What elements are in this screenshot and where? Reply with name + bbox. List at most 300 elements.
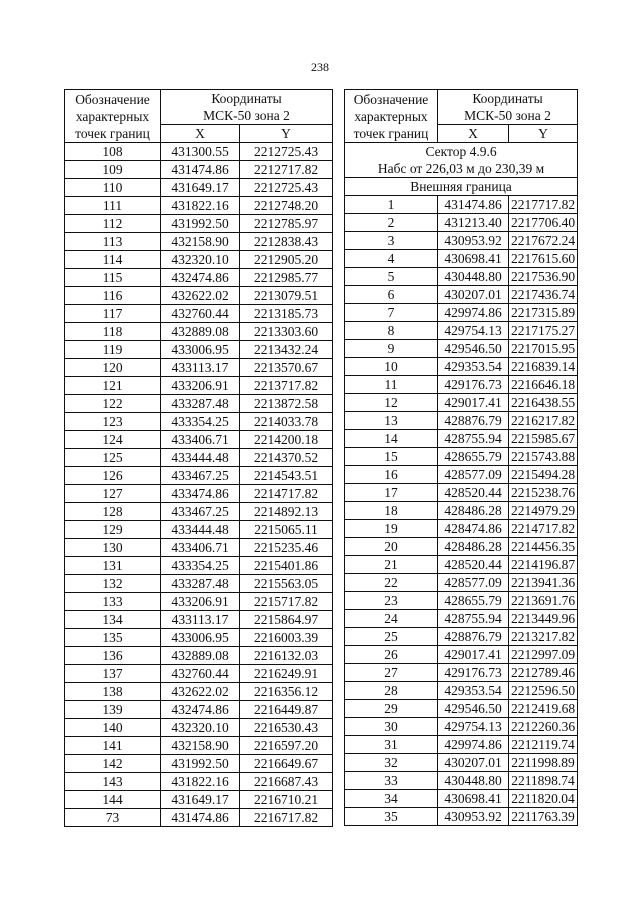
- table-row: [345, 502, 578, 520]
- point-number: 25: [345, 628, 438, 646]
- x-coordinate: 429017.41: [438, 646, 509, 664]
- point-number: 130: [65, 539, 161, 557]
- x-coordinate: 433467.25: [161, 467, 240, 485]
- table-row: [65, 557, 333, 575]
- x-coordinate: 429546.50: [438, 700, 509, 718]
- point-number: 14: [345, 430, 438, 448]
- x-header: X: [438, 125, 509, 143]
- y-coordinate: 2214717.82: [509, 520, 578, 538]
- point-number: 138: [65, 683, 161, 701]
- x-coordinate: 431474.86: [438, 196, 509, 214]
- x-coordinate: 432158.90: [161, 737, 240, 755]
- y-coordinate: 2213717.82: [240, 377, 333, 395]
- x-coordinate: 429353.54: [438, 682, 509, 700]
- coordinates-header: [438, 90, 578, 125]
- point-number: 124: [65, 431, 161, 449]
- point-number: 5: [345, 268, 438, 286]
- y-coordinate: 2214543.51: [240, 467, 333, 485]
- point-number: 2: [345, 214, 438, 232]
- x-coordinate: 433354.25: [161, 413, 240, 431]
- table-row: [65, 359, 333, 377]
- point-number: 1: [345, 196, 438, 214]
- y-coordinate: 2214196.87: [509, 556, 578, 574]
- table-row: [345, 574, 578, 592]
- x-header: X: [161, 125, 240, 143]
- y-coordinate: 2215985.67: [509, 430, 578, 448]
- designation-header: [345, 90, 438, 143]
- y-coordinate: 2216687.43: [240, 773, 333, 791]
- designation-header-line: характерных: [75, 108, 150, 124]
- y-coordinate: 2216217.82: [509, 412, 578, 430]
- y-coordinate: 2211898.74: [509, 772, 578, 790]
- x-coordinate: 428655.79: [438, 448, 509, 466]
- table-row: [65, 683, 333, 701]
- table-row: [345, 736, 578, 754]
- y-header: Y: [240, 125, 333, 143]
- y-coordinate: 2217175.27: [509, 322, 578, 340]
- x-coordinate: 433444.48: [161, 449, 240, 467]
- x-coordinate: 431992.50: [161, 215, 240, 233]
- table-row: [65, 611, 333, 629]
- point-number: 35: [345, 808, 438, 826]
- y-coordinate: 2216839.14: [509, 358, 578, 376]
- y-coordinate: 2212748.20: [240, 197, 333, 215]
- x-coordinate: 432320.10: [161, 251, 240, 269]
- point-number: 119: [65, 341, 161, 359]
- point-number: 132: [65, 575, 161, 593]
- x-coordinate: 432158.90: [161, 233, 240, 251]
- y-coordinate: 2212789.46: [509, 664, 578, 682]
- point-number: 123: [65, 413, 161, 431]
- point-number: 29: [345, 700, 438, 718]
- x-coordinate: 433113.17: [161, 611, 240, 629]
- point-number: 27: [345, 664, 438, 682]
- point-number: 10: [345, 358, 438, 376]
- y-coordinate: 2216449.87: [240, 701, 333, 719]
- x-coordinate: 430698.41: [438, 790, 509, 808]
- y-coordinate: 2217717.82: [509, 196, 578, 214]
- point-number: 24: [345, 610, 438, 628]
- point-number: 33: [345, 772, 438, 790]
- x-coordinate: 433354.25: [161, 557, 240, 575]
- table-row: [65, 719, 333, 737]
- point-number: 73: [65, 809, 161, 827]
- table-row: [345, 628, 578, 646]
- table-header: [65, 90, 333, 143]
- point-number: 111: [65, 197, 161, 215]
- table-row: [65, 377, 333, 395]
- table-row: [65, 539, 333, 557]
- table-row: [65, 503, 333, 521]
- point-number: 125: [65, 449, 161, 467]
- point-number: 26: [345, 646, 438, 664]
- table-row: [65, 215, 333, 233]
- y-coordinate: 2212785.97: [240, 215, 333, 233]
- table-row: [345, 682, 578, 700]
- y-coordinate: 2217672.24: [509, 232, 578, 250]
- x-coordinate: 428876.79: [438, 628, 509, 646]
- designation-header: [65, 90, 161, 143]
- coordinates-table-left: [64, 89, 333, 827]
- x-coordinate: 430448.80: [438, 772, 509, 790]
- y-coordinate: 2212985.77: [240, 269, 333, 287]
- y-coordinate: 2216438.55: [509, 394, 578, 412]
- y-coordinate: 2213941.36: [509, 574, 578, 592]
- coordinates-header: [161, 90, 333, 125]
- table-row: [65, 701, 333, 719]
- point-number: 31: [345, 736, 438, 754]
- x-coordinate: 429974.86: [438, 736, 509, 754]
- x-coordinate: 431822.16: [161, 197, 240, 215]
- y-coordinate: 2217436.74: [509, 286, 578, 304]
- table-row: [345, 322, 578, 340]
- point-number: 117: [65, 305, 161, 323]
- point-number: 17: [345, 484, 438, 502]
- table-row: [345, 304, 578, 322]
- point-number: 114: [65, 251, 161, 269]
- y-coordinate: 2214456.35: [509, 538, 578, 556]
- y-coordinate: 2212725.43: [240, 143, 333, 161]
- x-coordinate: 428486.28: [438, 502, 509, 520]
- y-coordinate: 2215235.46: [240, 539, 333, 557]
- y-coordinate: 2213691.76: [509, 592, 578, 610]
- table-row: [65, 251, 333, 269]
- table-row: [345, 808, 578, 826]
- table-row: [345, 484, 578, 502]
- table-row: [65, 395, 333, 413]
- y-coordinate: 2213079.51: [240, 287, 333, 305]
- point-number: 32: [345, 754, 438, 772]
- point-number: 134: [65, 611, 161, 629]
- point-number: 19: [345, 520, 438, 538]
- y-coordinate: 2214979.29: [509, 502, 578, 520]
- x-coordinate: 431992.50: [161, 755, 240, 773]
- y-coordinate: 2215494.28: [509, 466, 578, 484]
- table-row: [65, 629, 333, 647]
- y-coordinate: 2214370.52: [240, 449, 333, 467]
- y-coordinate: 2217615.60: [509, 250, 578, 268]
- x-coordinate: 432474.86: [161, 701, 240, 719]
- table-header: [345, 90, 578, 196]
- y-coordinate: 2213217.82: [509, 628, 578, 646]
- table-row: [345, 340, 578, 358]
- x-coordinate: 429017.41: [438, 394, 509, 412]
- y-coordinate: 2212260.36: [509, 718, 578, 736]
- y-coordinate: 2216597.20: [240, 737, 333, 755]
- table-row: [345, 448, 578, 466]
- y-coordinate: 2217706.40: [509, 214, 578, 232]
- x-coordinate: 432474.86: [161, 269, 240, 287]
- table-row: [65, 323, 333, 341]
- x-coordinate: 431300.55: [161, 143, 240, 161]
- y-coordinate: 2217015.95: [509, 340, 578, 358]
- table-row: [65, 179, 333, 197]
- table-row: [345, 196, 578, 214]
- point-number: 20: [345, 538, 438, 556]
- x-coordinate: 431213.40: [438, 214, 509, 232]
- table-row: [345, 556, 578, 574]
- point-number: 12: [345, 394, 438, 412]
- x-coordinate: 432889.08: [161, 647, 240, 665]
- x-coordinate: 433287.48: [161, 575, 240, 593]
- page-number: 238: [311, 60, 329, 74]
- point-number: 16: [345, 466, 438, 484]
- y-coordinate: 2215864.97: [240, 611, 333, 629]
- table-row: [345, 646, 578, 664]
- x-coordinate: 433006.95: [161, 341, 240, 359]
- point-number: 115: [65, 269, 161, 287]
- table-row: [345, 430, 578, 448]
- x-coordinate: 431474.86: [161, 809, 240, 827]
- table-row: [65, 773, 333, 791]
- point-number: 121: [65, 377, 161, 395]
- point-number: 23: [345, 592, 438, 610]
- point-number: 34: [345, 790, 438, 808]
- y-coordinate: 2216132.03: [240, 647, 333, 665]
- y-coordinate: 2212119.74: [509, 736, 578, 754]
- table-row: [65, 737, 333, 755]
- y-coordinate: 2211998.89: [509, 754, 578, 772]
- point-number: 139: [65, 701, 161, 719]
- y-coordinate: 2216649.67: [240, 755, 333, 773]
- table-row: [345, 232, 578, 250]
- table-row: [65, 755, 333, 773]
- y-coordinate: 2215401.86: [240, 557, 333, 575]
- table-row: [345, 664, 578, 682]
- table-row: [345, 394, 578, 412]
- x-coordinate: 430953.92: [438, 808, 509, 826]
- point-number: 28: [345, 682, 438, 700]
- x-coordinate: 428474.86: [438, 520, 509, 538]
- point-number: 122: [65, 395, 161, 413]
- point-number: 127: [65, 485, 161, 503]
- y-coordinate: 2214033.78: [240, 413, 333, 431]
- point-number: 143: [65, 773, 161, 791]
- x-coordinate: 430698.41: [438, 250, 509, 268]
- x-coordinate: 428876.79: [438, 412, 509, 430]
- x-coordinate: 430448.80: [438, 268, 509, 286]
- point-number: 137: [65, 665, 161, 683]
- table-row: [345, 610, 578, 628]
- table-row: [345, 790, 578, 808]
- y-coordinate: 2212905.20: [240, 251, 333, 269]
- y-coordinate: 2212717.82: [240, 161, 333, 179]
- x-coordinate: 432760.44: [161, 665, 240, 683]
- table-row: [65, 665, 333, 683]
- y-coordinate: 2212596.50: [509, 682, 578, 700]
- table-row: [345, 358, 578, 376]
- table-row: [345, 214, 578, 232]
- table-row: [345, 286, 578, 304]
- x-coordinate: 433287.48: [161, 395, 240, 413]
- table-row: [65, 593, 333, 611]
- designation-header-line: точек границ: [75, 125, 150, 141]
- table-row: [65, 287, 333, 305]
- y-coordinate: 2213570.67: [240, 359, 333, 377]
- x-coordinate: 432622.02: [161, 683, 240, 701]
- table-body-right: [345, 196, 578, 826]
- height-range: Набс от 226,03 м до 230,39 м: [377, 161, 545, 176]
- x-coordinate: 428520.44: [438, 484, 509, 502]
- y-header: Y: [509, 125, 578, 143]
- x-coordinate: 433406.71: [161, 539, 240, 557]
- x-coordinate: 429754.13: [438, 718, 509, 736]
- y-coordinate: 2215743.88: [509, 448, 578, 466]
- table-row: [345, 772, 578, 790]
- coordinates-header-line: Координаты: [211, 91, 282, 106]
- y-coordinate: 2216717.82: [240, 809, 333, 827]
- table-row: [65, 269, 333, 287]
- y-coordinate: 2217315.89: [509, 304, 578, 322]
- point-number: 136: [65, 647, 161, 665]
- x-coordinate: 431474.86: [161, 161, 240, 179]
- table-row: [345, 412, 578, 430]
- y-coordinate: 2211820.04: [509, 790, 578, 808]
- table-row: [65, 575, 333, 593]
- y-coordinate: 2212838.43: [240, 233, 333, 251]
- x-coordinate: 431649.17: [161, 791, 240, 809]
- x-coordinate: 428755.94: [438, 430, 509, 448]
- coordinates-header-line: Координаты: [472, 91, 543, 106]
- x-coordinate: 429353.54: [438, 358, 509, 376]
- table-row: [65, 467, 333, 485]
- point-number: 113: [65, 233, 161, 251]
- point-number: 9: [345, 340, 438, 358]
- point-number: 110: [65, 179, 161, 197]
- y-coordinate: 2212725.43: [240, 179, 333, 197]
- x-coordinate: 433206.91: [161, 593, 240, 611]
- point-number: 11: [345, 376, 438, 394]
- y-coordinate: 2212419.68: [509, 700, 578, 718]
- y-coordinate: 2216530.43: [240, 719, 333, 737]
- designation-header-line: точек границ: [353, 125, 429, 141]
- x-coordinate: 429754.13: [438, 322, 509, 340]
- coordinates-header-line: МСК-50 зона 2: [464, 108, 551, 123]
- x-coordinate: 432622.02: [161, 287, 240, 305]
- table-row: [65, 413, 333, 431]
- coordinates-table-right: [344, 89, 578, 826]
- table-row: [65, 341, 333, 359]
- designation-header-line: Обозначение: [75, 91, 150, 107]
- x-coordinate: 428655.79: [438, 592, 509, 610]
- point-number: 30: [345, 718, 438, 736]
- y-coordinate: 2214717.82: [240, 485, 333, 503]
- point-number: 22: [345, 574, 438, 592]
- point-number: 112: [65, 215, 161, 233]
- table-row: [65, 161, 333, 179]
- table-row: [65, 809, 333, 827]
- point-number: 142: [65, 755, 161, 773]
- table-row: [345, 538, 578, 556]
- table-row: [65, 791, 333, 809]
- x-coordinate: 428486.28: [438, 538, 509, 556]
- y-coordinate: 2215563.05: [240, 575, 333, 593]
- x-coordinate: 430207.01: [438, 286, 509, 304]
- y-coordinate: 2216003.39: [240, 629, 333, 647]
- x-coordinate: 432889.08: [161, 323, 240, 341]
- point-number: 4: [345, 250, 438, 268]
- x-coordinate: 428755.94: [438, 610, 509, 628]
- table-row: [345, 592, 578, 610]
- x-coordinate: 432760.44: [161, 305, 240, 323]
- y-coordinate: 2214200.18: [240, 431, 333, 449]
- x-coordinate: 431822.16: [161, 773, 240, 791]
- point-number: 135: [65, 629, 161, 647]
- point-number: 7: [345, 304, 438, 322]
- point-number: 108: [65, 143, 161, 161]
- point-number: 129: [65, 521, 161, 539]
- table-row: [65, 197, 333, 215]
- designation-header-line: характерных: [354, 108, 428, 124]
- y-coordinate: 2212997.09: [509, 646, 578, 664]
- point-number: 140: [65, 719, 161, 737]
- y-coordinate: 2217536.90: [509, 268, 578, 286]
- table-row: [65, 305, 333, 323]
- point-number: 13: [345, 412, 438, 430]
- x-coordinate: 433444.48: [161, 521, 240, 539]
- y-coordinate: 2216356.12: [240, 683, 333, 701]
- designation-header-line: Обозначение: [353, 91, 429, 107]
- point-number: 133: [65, 593, 161, 611]
- table-row: [345, 718, 578, 736]
- y-coordinate: 2214892.13: [240, 503, 333, 521]
- point-number: 21: [345, 556, 438, 574]
- point-number: 109: [65, 161, 161, 179]
- table-row: [65, 647, 333, 665]
- table-row: [65, 485, 333, 503]
- table-row: [65, 431, 333, 449]
- point-number: 126: [65, 467, 161, 485]
- y-coordinate: 2213185.73: [240, 305, 333, 323]
- point-number: 116: [65, 287, 161, 305]
- x-coordinate: 432320.10: [161, 719, 240, 737]
- y-coordinate: 2215065.11: [240, 521, 333, 539]
- y-coordinate: 2213449.96: [509, 610, 578, 628]
- boundary-label: Внешняя граница: [345, 178, 578, 196]
- x-coordinate: 430207.01: [438, 754, 509, 772]
- point-number: 128: [65, 503, 161, 521]
- x-coordinate: 433206.91: [161, 377, 240, 395]
- x-coordinate: 429546.50: [438, 340, 509, 358]
- y-coordinate: 2215717.82: [240, 593, 333, 611]
- point-number: 144: [65, 791, 161, 809]
- y-coordinate: 2213872.58: [240, 395, 333, 413]
- x-coordinate: 428577.09: [438, 574, 509, 592]
- x-coordinate: 433474.86: [161, 485, 240, 503]
- table-row: [65, 521, 333, 539]
- sector-title: Сектор 4.9.6: [425, 144, 497, 159]
- x-coordinate: 428520.44: [438, 556, 509, 574]
- table-row: [345, 520, 578, 538]
- y-coordinate: 2216646.18: [509, 376, 578, 394]
- table-row: [65, 233, 333, 251]
- x-coordinate: 433467.25: [161, 503, 240, 521]
- y-coordinate: 2213303.60: [240, 323, 333, 341]
- table-row: [345, 700, 578, 718]
- table-row: [345, 754, 578, 772]
- x-coordinate: 429176.73: [438, 664, 509, 682]
- x-coordinate: 433406.71: [161, 431, 240, 449]
- y-coordinate: 2216710.21: [240, 791, 333, 809]
- x-coordinate: 429176.73: [438, 376, 509, 394]
- point-number: 141: [65, 737, 161, 755]
- table-row: [345, 466, 578, 484]
- x-coordinate: 430953.92: [438, 232, 509, 250]
- point-number: 120: [65, 359, 161, 377]
- x-coordinate: 433113.17: [161, 359, 240, 377]
- point-number: 18: [345, 502, 438, 520]
- point-number: 131: [65, 557, 161, 575]
